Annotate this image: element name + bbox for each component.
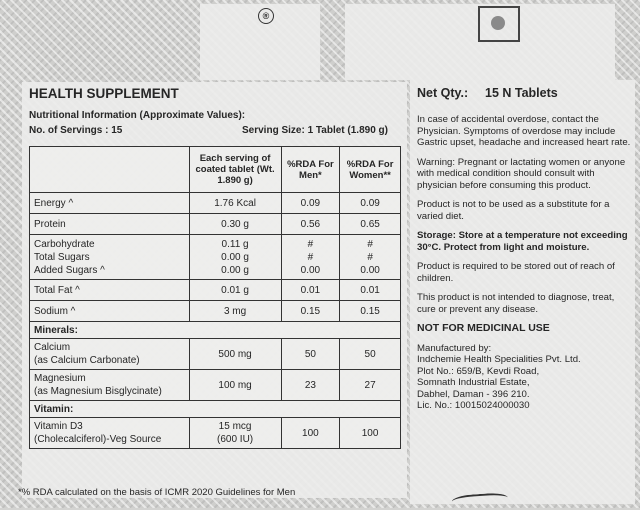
rda-women-cell-text: # [367,251,373,263]
header-cell-nutrient [30,147,190,193]
storage-text: Storage: Store at a temperature not exceeding 30°C. Protect from light and moisture. [417,230,628,253]
nutrient-cell [30,418,190,449]
nutrient-cell [30,280,190,301]
rda-women-cell-text: 0.00 [360,264,380,276]
amount-cell-text: (600 IU) [217,434,254,445]
manufacturer-line: Manufactured by: [417,342,492,354]
manufacturer-line: Somnath Industrial Estate, [417,377,530,388]
rda-men-cell-text: # [307,238,314,250]
rda-women-cell-text: 27 [364,379,376,391]
amount-cell-text: 500 mg [218,348,252,360]
rda-men-cell [281,280,340,301]
manufacturer-line: Lic. No.: 10015024000030 [417,400,530,411]
nutrient-cell [30,193,190,214]
rda-women-cell [340,235,401,280]
rda-men-cell-text: 0.56 [300,218,321,230]
rda-women-cell [340,418,401,449]
table-row [30,193,401,214]
nutrient-cell-text: Added Sugars ^ [34,264,105,276]
amount-cell [189,193,281,214]
net-qty-label: Net Qty.: [417,86,469,100]
table-section-row [30,401,401,418]
rda-women-cell-text: # [367,238,373,250]
nutrient-cell [30,214,190,235]
rda-men-cell-text: 23 [304,379,316,391]
amount-cell [189,235,281,280]
rda-women-cell-text: 50 [364,348,376,360]
amount-cell [189,280,281,301]
amount-cell [189,214,281,235]
rda-men-cell-text: 0.00 [300,264,321,276]
nutrient-cell-text: Magnesium [34,373,86,384]
rda-women-cell-text: 0.09 [360,197,380,209]
rda-men-cell-text: 0.01 [300,284,321,296]
rda-footnote: *% RDA calculated on the basis of ICMR 2020 Guidelines for Men [18,487,296,498]
rda-men-cell-text: 0.15 [300,305,321,317]
rda-women-cell [340,339,401,370]
number-of-servings: No. of Servings : 15 [29,125,123,136]
table-row [30,280,401,301]
registered-mark: ® [258,8,274,24]
nutrient-cell [30,370,190,401]
nutrient-cell-text: Energy ^ [34,197,74,209]
nutrient-cell [30,235,190,280]
rda-men-cell [281,301,340,322]
amount-cell-text: 0.30 g [221,218,249,230]
header-cell-serving: Each serving of coated tablet (Wt. 1.890 g) [189,147,281,193]
table-row [30,418,401,449]
header-cell-rda-men: %RDA For Men* [281,147,340,193]
table-section-row [30,322,401,339]
table-row [30,214,401,235]
table-row [30,370,401,401]
amount-cell [189,418,281,449]
amount-cell [189,370,281,401]
not-intended-text: This product is not intended to diagnose, treat, cure or prevent any disease. [417,292,615,315]
rda-women-cell-text: 0.15 [360,305,380,317]
rda-women-cell-text: 100 [361,427,379,439]
rda-women-cell [340,214,401,235]
nutrition-table-body [30,193,401,449]
rda-men-cell-text: 100 [302,427,319,439]
table-row [30,339,401,370]
rda-men-cell-text: 50 [304,348,316,360]
nutrient-cell-text: Sodium ^ [34,305,76,317]
amount-cell-text: 3 mg [223,305,247,317]
rda-women-cell-text: 0.65 [360,218,380,230]
children-text: Product is required to be stored out of reach of children. [417,261,615,284]
manufacturer-line: Dabhel, Daman - 396 210. [417,388,530,400]
rda-men-cell [281,193,340,214]
nutrient-cell-text: (Cholecalciferol)-Veg Source [34,434,162,445]
rda-men-cell [281,418,340,449]
nutrient-cell [30,339,190,370]
manufacturer-line: Indchemie Health Specialities Pvt. Ltd. [417,354,581,365]
rda-women-cell [340,280,401,301]
overdose-text: In case of accidental overdose, contact the Physician. Symptoms of overdose may include Gastric upset, headache and increased heart rate. [417,114,631,148]
table-row [30,235,401,280]
manufacturer-line: Plot No.: 659/B, Kevdi Road, [417,365,540,377]
rda-women-cell-text: 0.01 [360,284,380,296]
perforation-box [478,6,520,42]
rda-men-cell [281,370,340,401]
nutrient-cell-text: Protein [34,218,66,230]
amount-cell-text: 1.76 Kcal [214,197,256,209]
header-cell-rda-women: %RDA For Women** [340,147,401,193]
nutrition-table [29,146,401,449]
nutritional-info-heading: Nutritional Information (Approximate Values): [29,110,246,121]
manufacturer-block [417,343,632,412]
amount-cell-text: 0.01 g [221,284,249,296]
rda-women-cell [340,193,401,214]
product-title: HEALTH SUPPLEMENT [29,86,179,101]
amount-cell-text: 0.00 g [221,251,249,263]
rda-men-cell [281,339,340,370]
nutrient-cell-text: (as Magnesium Bisglycinate) [34,386,162,397]
amount-cell [189,301,281,322]
nutrient-cell-text: Calcium [34,342,71,353]
nutrient-cell-text: Vitamin D3 [34,421,83,432]
rda-women-cell [340,370,401,401]
rda-men-cell-text: 0.09 [300,197,321,209]
table-header-row [30,147,401,193]
section-label: Minerals: [30,322,401,339]
rda-men-cell-text: # [307,251,314,263]
nutrient-cell-text: Total Sugars [34,251,90,263]
serving-size: Serving Size: 1 Tablet (1.890 g) [242,125,388,136]
rda-men-cell [281,235,340,280]
net-qty-value: 15 N Tablets [485,86,558,100]
rda-men-cell [281,214,340,235]
amount-cell-text: 100 mg [218,379,252,391]
amount-cell-text: 0.11 g [221,238,249,250]
amount-cell [189,339,281,370]
substitute-text: Product is not to be used as a substitute for a varied diet. [417,199,610,222]
table-row [30,301,401,322]
nutrient-cell-text: (as Calcium Carbonate) [34,355,140,366]
rda-women-cell [340,301,401,322]
amount-cell-text: 15 mcg [218,421,252,432]
nutrient-cell-text: Total Fat ^ [34,284,80,296]
amount-cell-text: 0.00 g [221,264,249,276]
section-label: Vitamin: [30,401,401,418]
right-text-block [417,114,632,412]
punch-hole [491,16,505,30]
nutrient-cell [30,301,190,322]
warning-text: Warning: Pregnant or lactating women or anyone with medical condition should consult with physician before consuming this product. [417,156,626,191]
nutrient-cell-text: Carbohydrate [34,238,95,250]
not-medicinal-text: NOT FOR MEDICINAL USE [417,322,550,334]
